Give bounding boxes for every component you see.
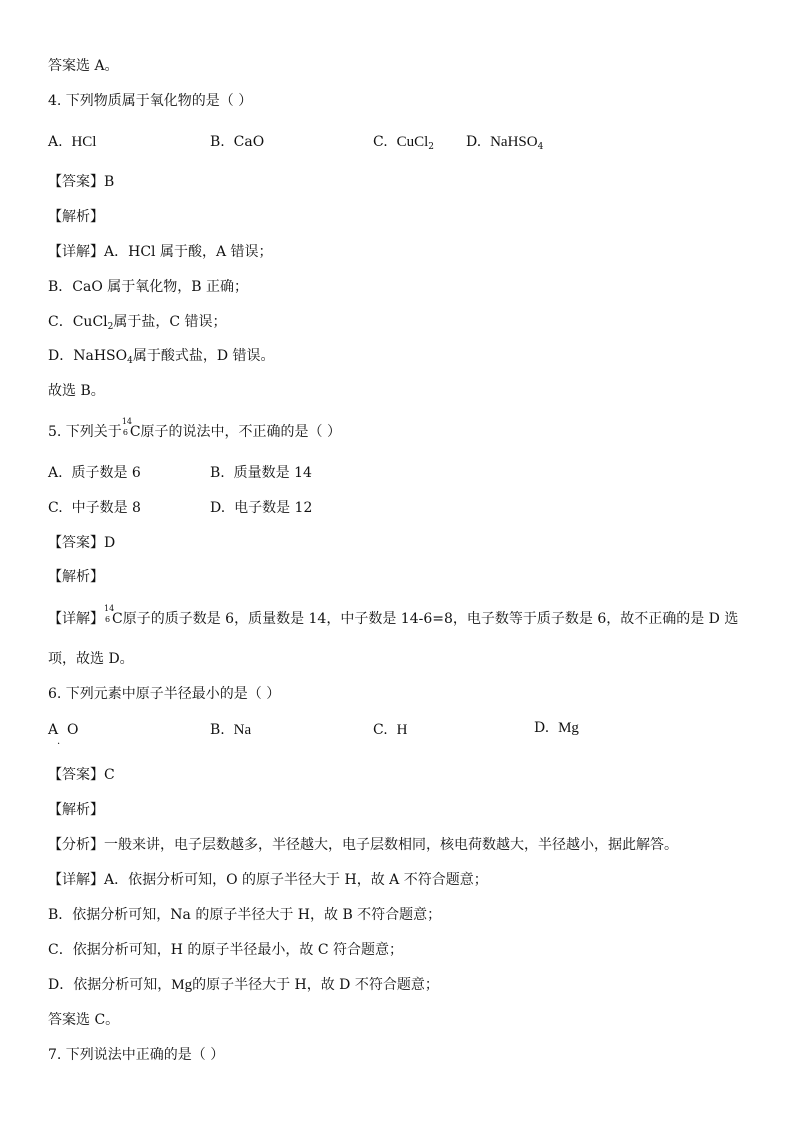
- stray-dot: .: [57, 736, 61, 747]
- analysis-label: 【解析】: [48, 209, 104, 225]
- conclusion-line: 故选 B。: [48, 383, 105, 399]
- answer-line: 答案选 A。: [48, 58, 119, 74]
- option-formula: Na: [233, 722, 252, 738]
- q5-option-b[interactable]: B. 质量数是 14: [210, 465, 312, 481]
- q5-option-c[interactable]: C. 中子数是 8: [48, 500, 141, 516]
- q5-option-a[interactable]: A. 质子数是 6: [48, 465, 141, 481]
- q4-option-d[interactable]: [466, 132, 543, 152]
- detail-line: 【详解】A．HCl 属于酸，A 错误；: [48, 244, 273, 260]
- detail-line: B．CaO 属于氧化物，B 正确；: [48, 279, 249, 295]
- q4-option-b[interactable]: [210, 132, 264, 152]
- option-letter: C.: [373, 134, 388, 150]
- isotope-symbol: C: [112, 611, 123, 627]
- answer-label: 【答案】C: [48, 767, 115, 783]
- answer-label: 【答案】D: [48, 535, 116, 551]
- subscript: 4: [537, 142, 544, 152]
- analysis-label: 【解析】: [48, 569, 104, 585]
- isotope-symbol: C: [129, 424, 141, 440]
- detail-line: 【详解】 14 6 C原子的质子数是 6，质量数是 14，中子数是 14-6=8，电子数等于质子数是 6，故不正确的是 D 选: [48, 604, 739, 627]
- detail-line: 【详解】A．依据分析可知，O 的原子半径大于 H，故 A 不符合题意；: [48, 872, 488, 888]
- isotope-notation: 14 6: [121, 417, 132, 437]
- q4-option-a[interactable]: [48, 132, 96, 152]
- question-7-stem: 7. 下列说法中正确的是（ ）: [48, 1047, 225, 1063]
- question-5-stem: 5. 下列关于 14 6 C原子的说法中，不正确的是（ ）: [48, 417, 341, 440]
- option-formula: NaHSO: [490, 134, 538, 150]
- answer-label: 【答案】B: [48, 174, 115, 190]
- option-formula: Mg: [558, 720, 579, 736]
- detail-line: D．依据分析可知，Mg的原子半径大于 H，故 D 不符合题意；: [48, 977, 439, 993]
- option-letter: B.: [210, 134, 225, 150]
- option-formula: H: [396, 722, 408, 738]
- detail-line: B．依据分析可知，Na 的原子半径大于 H，故 B 不符合题意；: [48, 907, 442, 923]
- analysis-line: 【分析】一般来讲，电子层数越多，半径越大，电子层数相同，核电荷数越大，半径越小，据此解答。: [48, 837, 678, 853]
- detail-line: C．CuCl$_2$属于盐，C 错误；: [48, 314, 227, 332]
- isotope-notation: 14 6: [104, 604, 115, 624]
- q6-option-d[interactable]: D. Mg: [534, 720, 579, 736]
- q6-option-b[interactable]: B. Na: [210, 722, 252, 738]
- analysis-label: 【解析】: [48, 802, 104, 818]
- q5-option-d[interactable]: D. 电子数是 12: [210, 500, 313, 516]
- option-letter: A.: [48, 134, 63, 150]
- detail-line: D．NaHSO$_4$属于酸式盐，D 错误。: [48, 348, 275, 366]
- q6-option-c[interactable]: C. H: [373, 722, 408, 738]
- option-formula: HCl: [71, 134, 97, 150]
- q6-option-a[interactable]: A O: [48, 722, 79, 738]
- detail-line: C．依据分析可知，H 的原子半径最小，故 C 符合题意；: [48, 942, 403, 958]
- question-4-stem: 4. 下列物质属于氧化物的是（ ）: [48, 93, 253, 109]
- subscript: 2: [428, 142, 434, 152]
- option-formula: O: [67, 722, 79, 738]
- question-6-stem: 6. 下列元素中原子半径最小的是（ ）: [48, 686, 281, 702]
- option-formula: CaO: [233, 134, 265, 150]
- conclusion-line: 答案选 C。: [48, 1012, 120, 1028]
- subscript: 2: [107, 322, 114, 332]
- subscript: 4: [127, 356, 133, 366]
- option-letter: D.: [466, 134, 482, 150]
- detail-line: 项，故选 D。: [48, 651, 134, 667]
- option-formula: CuCl: [396, 134, 429, 150]
- q4-option-c[interactable]: [373, 132, 434, 152]
